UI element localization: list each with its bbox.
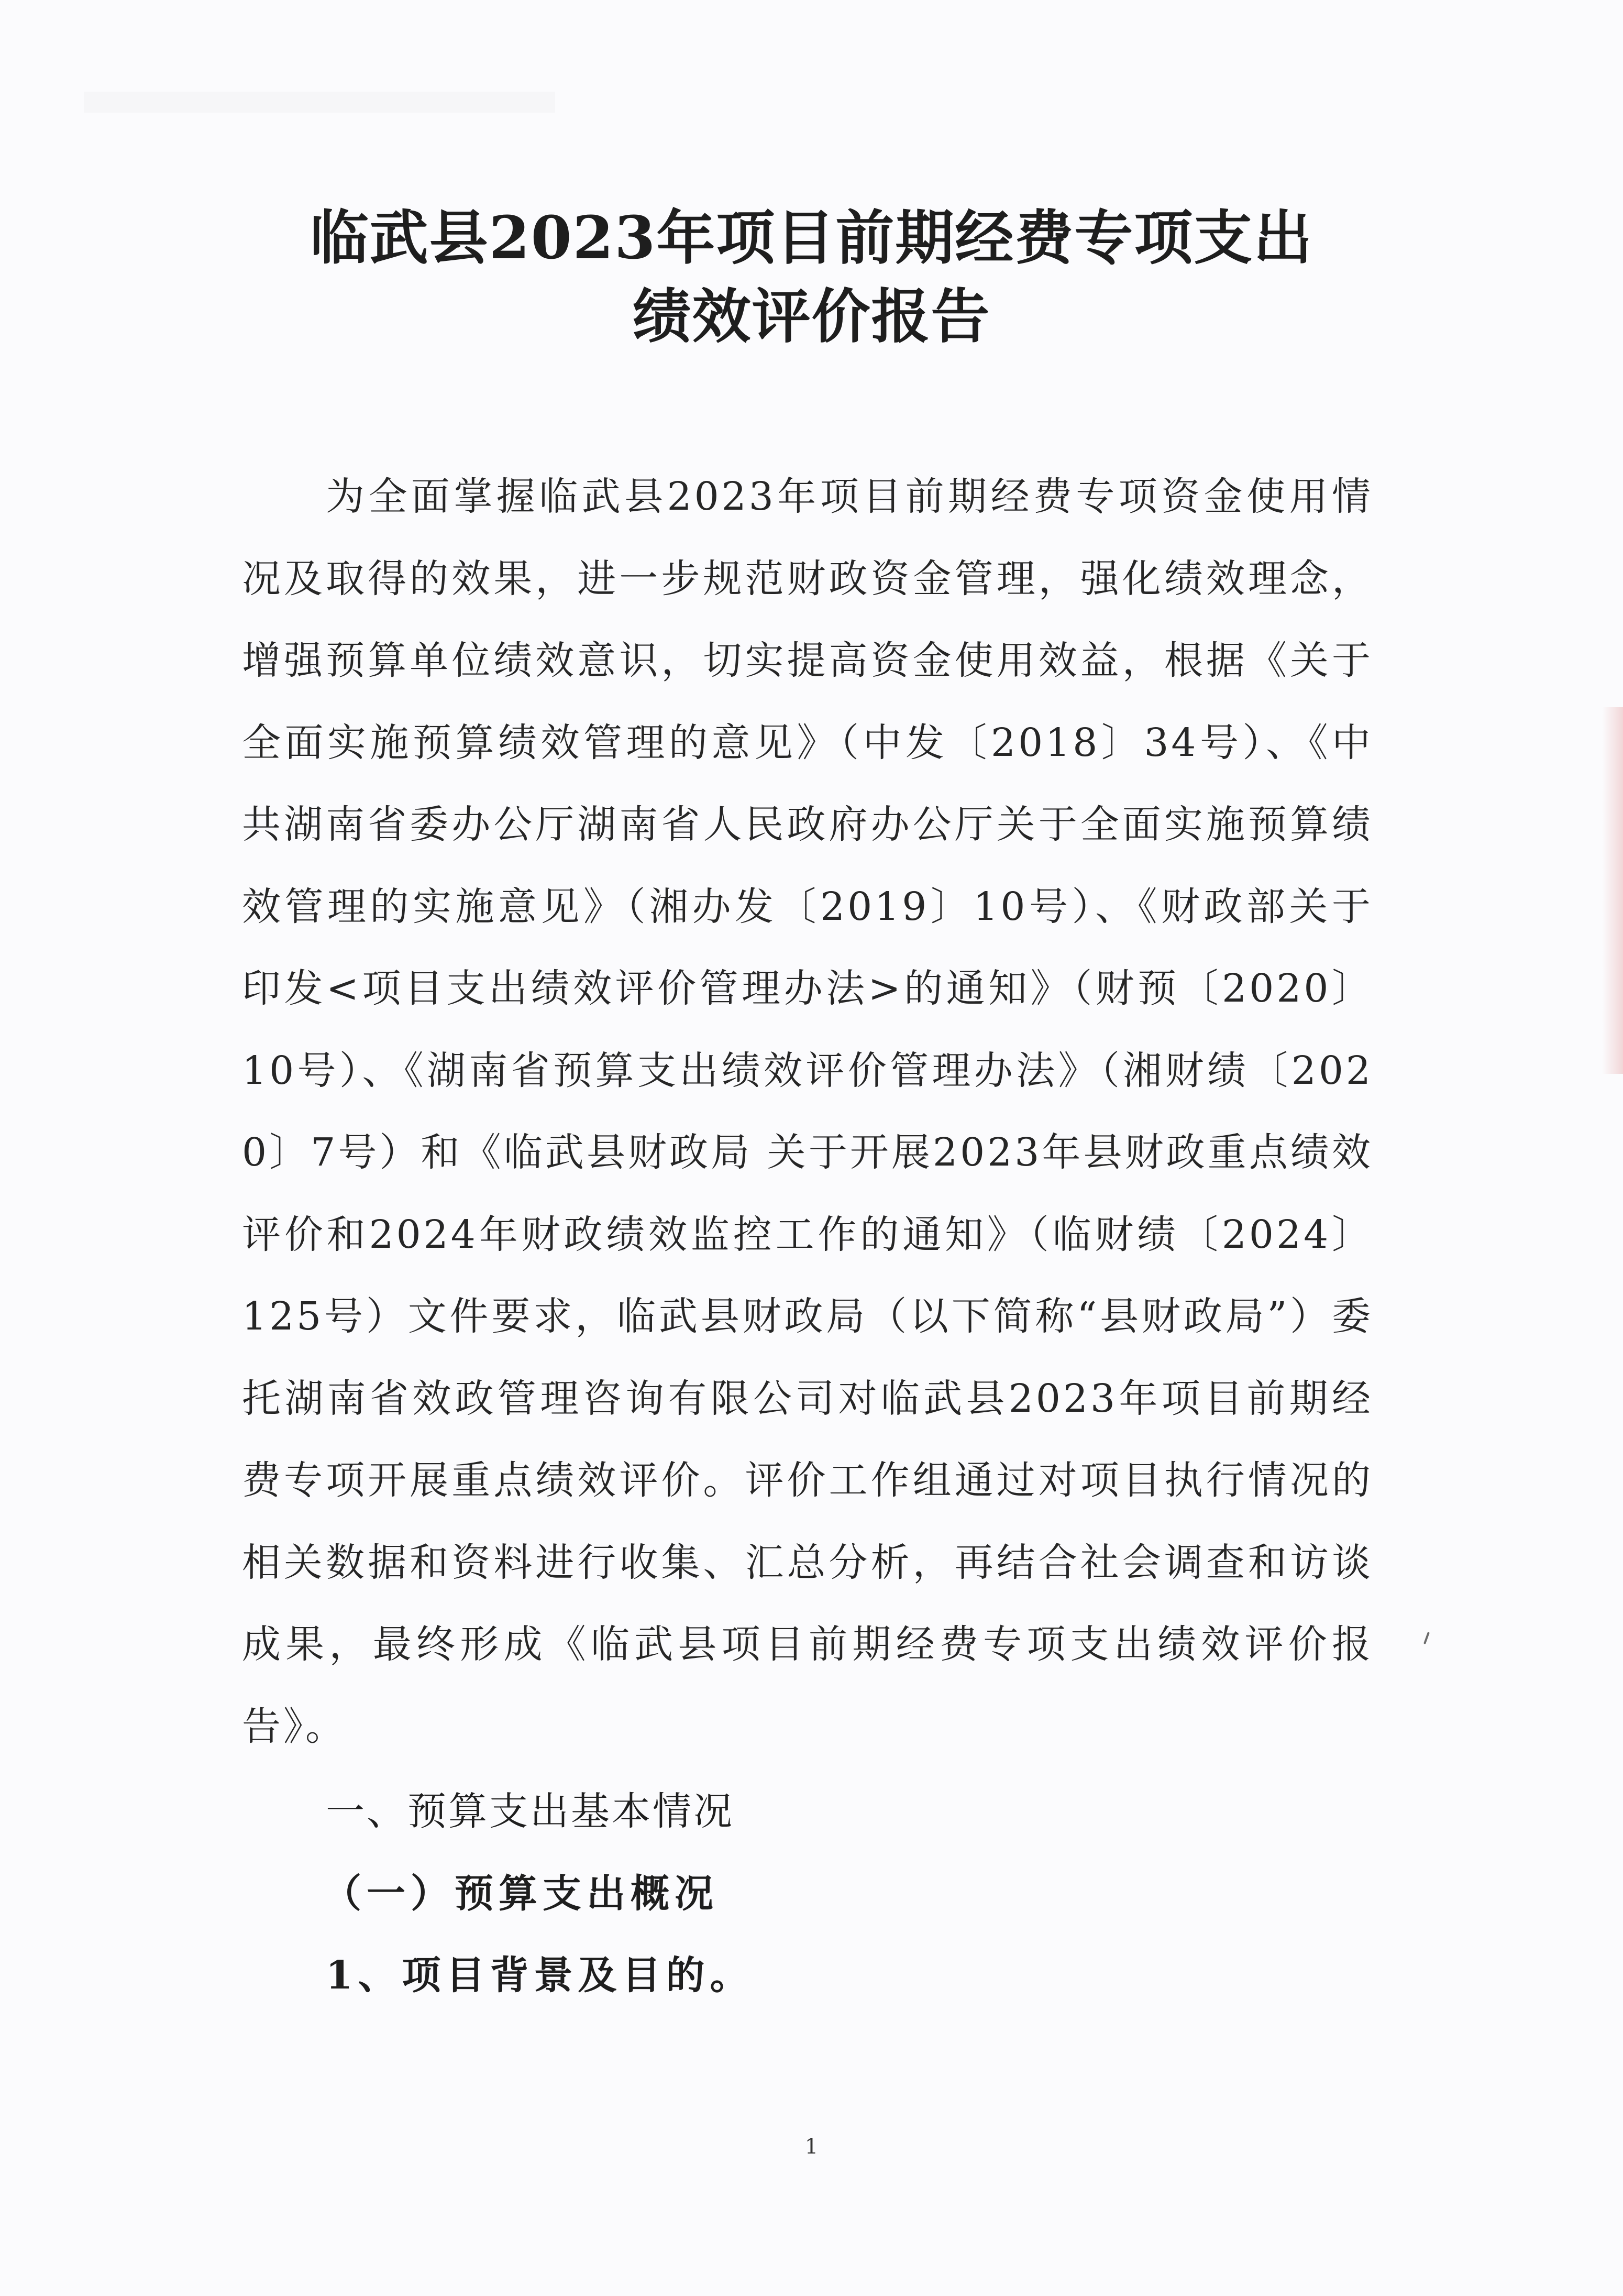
scan-bleed-through bbox=[84, 92, 555, 113]
section-heading: 一、预算支出基本情况 bbox=[326, 1789, 734, 1834]
item-heading: 1、项目背景及目的。 bbox=[326, 1953, 754, 1998]
intro-paragraph: 为全面掌握临武县2023年项目前期经费专项资金使用情况及取得的效果，进一步规范财政资金管理，强化绩效理念，增强预算单位绩效意识，切实提高资金使用效益，根据《关于全面实施预算绩效管理的意见》（中发〔2018〕34号）、《中共湖南省委办公厅湖南省人民政府办公厅关于全面实施预算绩效管理的实施意见》（湘办发〔2019〕10号）、《财政部关于印发<项目支出绩效评价管理办法>的通知》（财预〔2020〕10号）、《湖南省预算支出绩效评价管理办法》（湘财绩〔2020〕7号）和《临武县财政局 关于开展2023年县财政重点绩效评价和2024年财政绩效监控工作的通知》（临财绩〔2024〕125号）文件要求，临武县财政局（以下简称“县财政局”）委托湖南省效政管理咨询有限公司对临武县2023年项目前期经费专项开展重点绩效评价。评价工作组通过对项目执行情况的相关数据和资料进行收集、汇总分析，再结合社会调查和访谈成果，最终形成《临武县项目前期经费专项支出绩效评价报告》。 bbox=[242, 474, 1373, 1749]
subsection-heading: （一）预算支出概况 bbox=[323, 1871, 719, 1916]
scan-edge-stain bbox=[1602, 707, 1623, 1074]
document-title-line-1: 临武县2023年项目前期经费专项支出 bbox=[310, 204, 1313, 272]
document-title-line-2: 绩效评价报告 bbox=[632, 282, 991, 351]
document-body bbox=[242, 456, 1373, 2017]
scan-mark bbox=[1423, 1632, 1430, 1644]
page-number: 1 bbox=[804, 2135, 819, 2159]
